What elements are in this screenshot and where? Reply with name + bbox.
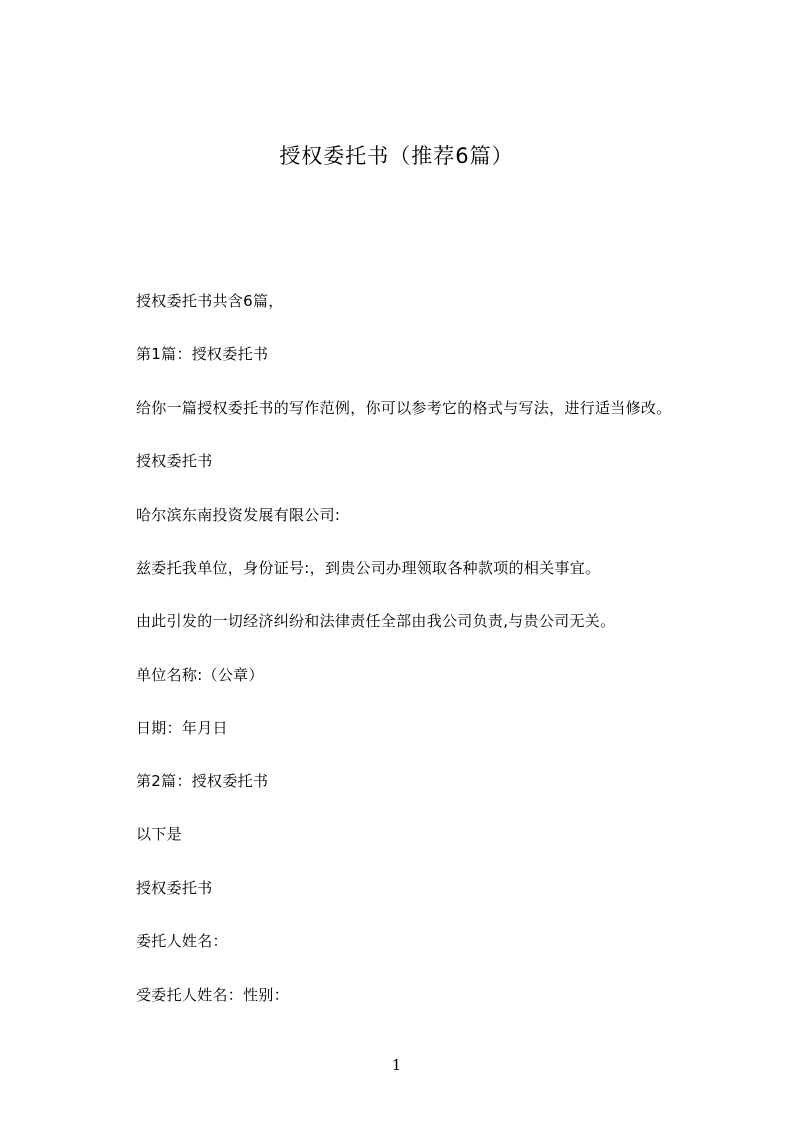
paragraph-recipient: 哈尔滨东南投资发展有限公司: — [136, 506, 341, 524]
paragraph-agent-name: 受委托人姓名：性别： — [136, 986, 290, 1004]
paragraph-principal-name: 委托人姓名： — [136, 932, 228, 950]
paragraph-intro: 授权委托书共含6篇， — [136, 292, 284, 310]
paragraph-section-2-heading: 第2篇：授权委托书 — [136, 772, 269, 790]
paragraph-unit-name: 单位名称:（公章） — [136, 666, 264, 684]
paragraph-letter-title: 授权委托书 — [136, 452, 213, 470]
paragraph-section-1-heading: 第1篇：授权委托书 — [136, 345, 269, 363]
page-number: 1 — [391, 1056, 402, 1074]
paragraph-authorization: 兹委托我单位，身份证号:，到贵公司办理领取各种款项的相关事宜。 — [136, 559, 601, 577]
paragraph-following: 以下是 — [136, 825, 182, 843]
paragraph-date: 日期：年月日 — [136, 719, 228, 737]
paragraph-liability: 由此引发的一切经济纠纷和法律责任全部由我公司负责,与贵公司无关。 — [136, 612, 616, 630]
document-title: 授权委托书（推荐6篇） — [279, 144, 514, 168]
paragraph-description: 给你一篇授权委托书的写作范例，你可以参考它的格式与写法，进行适当修改。 — [136, 399, 672, 417]
paragraph-letter-title-2: 授权委托书 — [136, 879, 213, 897]
